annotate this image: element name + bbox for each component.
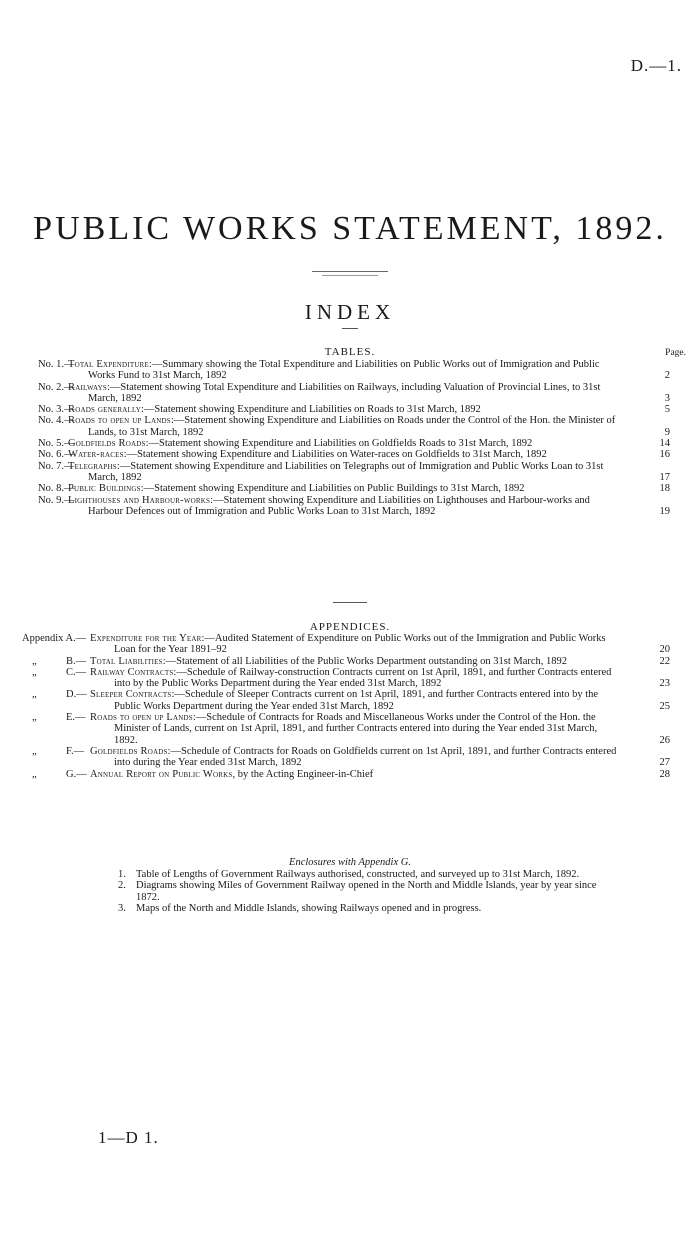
appendix-letter: E.— bbox=[66, 712, 86, 724]
appendix-label: Goldfields Roads bbox=[90, 745, 168, 757]
appendix-page: 22 bbox=[659, 655, 670, 667]
appendix-page: 25 bbox=[659, 700, 670, 712]
footer-signature-mark: 1—D 1. bbox=[98, 1128, 159, 1147]
enclosure-text: Maps of the North and Middle Islands, showing Railways opened and in progress. bbox=[136, 902, 482, 914]
table-entry-label: Railways bbox=[68, 381, 107, 393]
enclosure-item bbox=[118, 903, 618, 914]
appendix-page: 28 bbox=[659, 768, 670, 780]
appendix-letter: G.— bbox=[66, 768, 87, 780]
appendix-entry-f[interactable] bbox=[22, 745, 670, 769]
table-entry-page: 5 bbox=[664, 404, 670, 416]
table-entry-page: 3 bbox=[664, 392, 670, 404]
table-entry-label: Roads generally bbox=[68, 404, 141, 416]
appendix-text: :—Schedule of Sleeper Contracts current on 1st April, 1891, and further Contracts entered into by the Public Works Department during the Year ended 31st March, 1892 bbox=[114, 689, 599, 712]
ditto-mark: „ bbox=[32, 655, 37, 667]
table-entry-number: No. 4.— bbox=[38, 415, 75, 427]
appendix-entry-g[interactable] bbox=[22, 768, 670, 780]
appendix-letter: A.— bbox=[65, 633, 87, 644]
appendix-label: Expenditure for the Year bbox=[90, 633, 202, 644]
enclosure-item bbox=[118, 869, 618, 880]
ditto-mark: „ bbox=[32, 666, 37, 678]
table-entry-text: :—Statement showing Expenditure and Liabilities on Goldfields Roads to 31st March, 1892 bbox=[145, 438, 533, 450]
ditto-mark: „ bbox=[32, 689, 37, 701]
appendix-label: Railway Contracts bbox=[90, 666, 174, 678]
table-entry-page: 2 bbox=[664, 370, 670, 382]
appendix-entry-d[interactable] bbox=[22, 689, 670, 712]
enclosures-heading: Enclosures with Appendix G. bbox=[289, 857, 411, 868]
ditto-mark: „ bbox=[32, 712, 37, 724]
table-entry-label: Goldfields Roads bbox=[68, 438, 146, 450]
table-entry-text: :—Statement showing Expenditure and Liabilities on Roads to 31st March, 1892 bbox=[140, 404, 481, 416]
enclosure-text: Table of Lengths of Government Railways authorised, constructed, and surveyed up to 31st March, 1892. bbox=[136, 869, 580, 880]
table-entry-5[interactable] bbox=[38, 438, 670, 450]
table-entry-number: No. 2.— bbox=[38, 381, 75, 393]
appendix-text: :—Audited Statement of Expenditure on Public Works out of the Immigration and Public Works Loan for the Year 1891–92 bbox=[114, 633, 606, 656]
appendix-page: 20 bbox=[659, 644, 670, 656]
table-entry-number: No. 1.— bbox=[38, 359, 75, 370]
appendix-page: 26 bbox=[659, 734, 670, 746]
table-entry-number: No. 5.— bbox=[38, 438, 75, 450]
table-entry-number: No. 3.— bbox=[38, 404, 75, 416]
appendix-text: :—Schedule of Railway-construction Contracts current on 1st April, 1891, and further Contracts entered into by the Public Works Department during the Year ended 31st March, 1892 bbox=[114, 666, 612, 690]
appendix-page: 27 bbox=[659, 757, 670, 769]
enclosure-number: 1. bbox=[118, 869, 126, 880]
table-entry-4[interactable] bbox=[38, 415, 670, 438]
appendix-entry-b[interactable] bbox=[22, 655, 670, 667]
appendix-prefix: Appendix bbox=[22, 633, 64, 644]
table-entry-text: :—Statement showing Expenditure and Liabilities on Public Buildings to 31st March, 1892 bbox=[140, 483, 525, 495]
appendix-entry-c[interactable] bbox=[22, 666, 670, 690]
appendix-letter: D.— bbox=[66, 689, 87, 701]
appendix-text: :—Statement of all Liabilities of the Public Works Department outstanding on 31st March, 1892 bbox=[162, 655, 568, 667]
section-divider bbox=[333, 602, 367, 603]
appendix-list bbox=[22, 633, 670, 780]
table-entry-page: 9 bbox=[664, 426, 670, 438]
table-entry-label: Lighthouses and Harbour-works bbox=[68, 494, 211, 506]
enclosure-text: Diagrams showing Miles of Government Railway opened in the North and Middle Islands, year by year since 1872. bbox=[136, 880, 597, 903]
table-entry-text: :—Statement showing Total Expenditure and Liabilities on Railways, including Valuation of Provincial Lines, to 31st March, 1892 bbox=[88, 381, 601, 404]
enclosure-list bbox=[118, 869, 618, 914]
table-entry-page: 14 bbox=[659, 438, 670, 450]
table-entry-page: 16 bbox=[659, 449, 670, 461]
tables-heading: TABLES. bbox=[324, 346, 376, 358]
appendix-text: :—Schedule of Contracts for Roads and Miscellaneous Works under the Control of the Hon. the Minister of Lands, current on 1st April, 1891, and further Contracts entered into during the Year ended 31st March, 1892. bbox=[114, 712, 598, 746]
appendix-label: Annual Report on Public Works bbox=[90, 768, 233, 780]
index-heading: INDEX bbox=[304, 300, 396, 324]
table-entry-label: Total Expenditure bbox=[68, 359, 149, 370]
appendices-heading: APPENDICES. bbox=[309, 621, 391, 633]
table-entry-6[interactable] bbox=[38, 449, 670, 461]
enclosure-number: 3. bbox=[118, 902, 126, 914]
table-entry-label: Public Buildings bbox=[68, 483, 141, 495]
ditto-mark: „ bbox=[32, 768, 37, 780]
appendix-text: , by the Acting Engineer-in-Chief bbox=[232, 768, 374, 780]
appendix-label: Roads to open up Lands bbox=[90, 712, 193, 724]
table-entry-label: Roads to open up Lands bbox=[68, 415, 171, 427]
table-entry-page: 17 bbox=[659, 471, 670, 483]
table-entry-7[interactable] bbox=[38, 460, 670, 484]
table-entry-text: :—Statement showing Expenditure and Liabilities on Roads under the Control of the Hon. the Minister of Lands, to 31st March, 1892 bbox=[88, 415, 616, 438]
table-entry-9[interactable] bbox=[38, 494, 670, 518]
table-entry-text: :—Statement showing Expenditure and Liabilities on Lighthouses and Harbour-works and Harbour Defences out of Immigration and Public Works Loan to 31st March, 1892 bbox=[88, 494, 590, 517]
appendix-label: Sleeper Contracts bbox=[90, 689, 172, 701]
tables-list bbox=[38, 359, 670, 517]
table-entry-8[interactable] bbox=[38, 483, 670, 495]
table-entry-page: 18 bbox=[659, 483, 670, 495]
table-entry-text: :—Summary showing the Total Expenditure and Liabilities on Public Works out of Immigration and Public Works Fund to 31st March, 1892 bbox=[88, 359, 600, 382]
table-entry-label: Water-races bbox=[68, 449, 124, 461]
appendix-label: Total Liabilities bbox=[90, 655, 163, 667]
document-title: PUBLIC WORKS STATEMENT, 1892. bbox=[33, 210, 667, 247]
table-entry-2[interactable] bbox=[38, 381, 670, 405]
ditto-mark: „ bbox=[32, 745, 37, 757]
index-divider bbox=[342, 328, 358, 329]
table-entry-page: 19 bbox=[659, 505, 670, 517]
title-divider-inner bbox=[322, 275, 378, 276]
page-reference: D.—1. bbox=[630, 56, 682, 75]
table-entry-number: No. 6.— bbox=[38, 449, 75, 461]
appendix-letter: F.— bbox=[66, 745, 85, 757]
page-column-label: Page. bbox=[665, 348, 686, 358]
title-divider bbox=[312, 271, 388, 272]
table-entry-number: No. 9.— bbox=[38, 494, 75, 506]
appendix-text: :—Schedule of Contracts for Roads on Goldfields current on 1st April, 1891, and further Contracts entered into during the Year ended 31st March, 1892 bbox=[114, 745, 617, 769]
appendix-page: 23 bbox=[659, 678, 670, 690]
table-entry-1[interactable] bbox=[38, 359, 670, 382]
appendix-letter: B.— bbox=[66, 655, 87, 667]
appendix-entry-e[interactable] bbox=[22, 712, 670, 746]
table-entry-label: Telegraphs bbox=[68, 460, 117, 472]
enclosure-number: 2. bbox=[118, 880, 126, 892]
table-entry-3[interactable] bbox=[38, 404, 670, 416]
appendix-letter: C.— bbox=[66, 666, 87, 678]
table-entry-text: :—Statement showing Expenditure and Liabilities on Water-races on Goldfields to 31st March, 1892 bbox=[123, 449, 547, 461]
appendix-entry-a[interactable] bbox=[22, 633, 670, 656]
table-entry-text: :—Statement showing Expenditure and Liabilities on Telegraphs out of Immigration and Public Works Loan to 31st March, 1892 bbox=[88, 460, 604, 483]
table-entry-number: No. 7.— bbox=[38, 460, 75, 472]
table-entry-number: No. 8.— bbox=[38, 483, 75, 495]
enclosure-item bbox=[118, 880, 618, 903]
